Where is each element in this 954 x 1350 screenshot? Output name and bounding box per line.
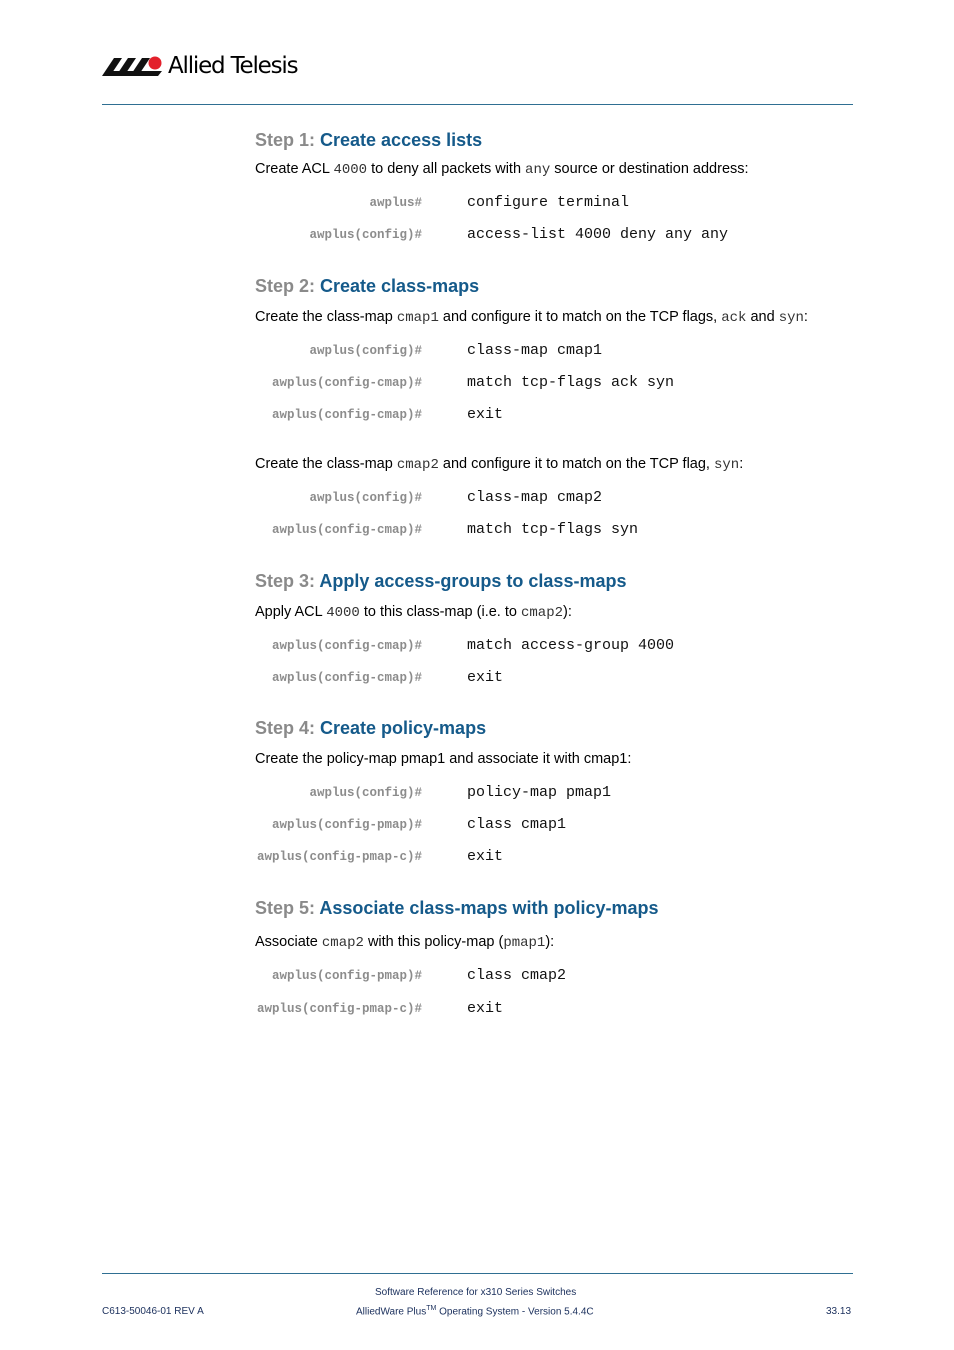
- step-number: Step 2:: [255, 276, 321, 296]
- cli-command: class cmap2: [467, 967, 567, 984]
- command-line: [120, 342, 920, 362]
- step-number: Step 3:: [255, 571, 320, 591]
- cli-command: exit: [467, 848, 504, 865]
- command-line: [120, 226, 920, 246]
- command-line: [120, 637, 920, 657]
- footer-title: Software Reference for x310 Series Switches: [375, 1287, 577, 1298]
- step-3-description: Apply ACL 4000 to this class-map (i.e. to cmap2):: [255, 604, 572, 621]
- cli-prompt: awplus(config-pmap)#: [271, 969, 422, 983]
- step-title: Create class-maps: [320, 276, 480, 296]
- cli-command: exit: [467, 1000, 504, 1017]
- cli-command: match tcp-flags syn: [467, 521, 639, 538]
- step-title: Apply access-groups to class-maps: [319, 571, 627, 591]
- cli-command: match tcp-flags ack syn: [467, 374, 675, 391]
- command-line: [120, 521, 920, 541]
- cli-prompt: awplus(config)#: [309, 344, 422, 358]
- step-3-heading: [255, 571, 626, 592]
- cli-command: class-map cmap1: [467, 342, 603, 359]
- cli-prompt: awplus(config-pmap-c)#: [256, 850, 422, 864]
- cli-command: configure terminal: [467, 194, 630, 211]
- cli-prompt: awplus(config-pmap)#: [271, 818, 422, 832]
- cli-prompt: awplus(config)#: [309, 786, 422, 800]
- command-line: [120, 848, 920, 868]
- header-rule: [102, 104, 853, 105]
- command-line: [120, 489, 920, 509]
- cli-command: access-list 4000 deny any any: [467, 226, 729, 243]
- cli-command: class-map cmap2: [467, 489, 603, 506]
- command-line: [120, 1000, 920, 1020]
- command-line: [120, 194, 920, 214]
- cli-prompt: awplus(config-pmap-c)#: [256, 1002, 422, 1016]
- footer-os-version: AlliedWare Plus™ Operating System - Version 5.4.4C: [356, 1305, 594, 1318]
- logo-mark-icon: [102, 55, 164, 77]
- footer-rule: [102, 1273, 853, 1274]
- cli-prompt: awplus(config-cmap)#: [271, 376, 422, 390]
- cli-prompt: awplus(config)#: [309, 228, 422, 242]
- step-title: Create access lists: [320, 130, 483, 150]
- step-5-heading: [255, 898, 659, 919]
- step-4-description: Create the policy-map pmap1 and associate it with cmap1:: [255, 751, 632, 767]
- allied-telesis-logo: [102, 52, 297, 80]
- cli-prompt: awplus(config-cmap)#: [271, 408, 422, 422]
- step-number: Step 5:: [255, 898, 320, 918]
- cli-prompt: awplus(config)#: [309, 491, 422, 505]
- cli-command: exit: [467, 406, 504, 423]
- command-line: [120, 967, 920, 987]
- command-line: [120, 406, 920, 426]
- cli-prompt: awplus(config-cmap)#: [271, 523, 422, 537]
- step-title: Associate class-maps with policy-maps: [319, 898, 659, 918]
- cli-command: class cmap1: [467, 816, 567, 833]
- step-5-description: Associate cmap2 with this policy-map (pmap1):: [255, 934, 555, 951]
- command-line: [120, 784, 920, 804]
- cli-command: match access-group 4000: [467, 637, 675, 654]
- cli-command: exit: [467, 669, 504, 686]
- footer-page-number: 33.13: [826, 1306, 852, 1317]
- footer-doc-number: C613-50046-01 REV A: [102, 1306, 204, 1317]
- logo-text: Allied Telesis: [168, 52, 298, 79]
- cli-prompt: awplus#: [369, 196, 422, 210]
- cli-prompt: awplus(config-cmap)#: [271, 639, 422, 653]
- cmap2-description: Create the class-map cmap2 and configure it to match on the TCP flag, syn:: [255, 456, 744, 473]
- command-line: [120, 669, 920, 689]
- cli-command: policy-map pmap1: [467, 784, 612, 801]
- command-line: [120, 816, 920, 836]
- step-number: Step 4:: [255, 718, 321, 738]
- cli-prompt: awplus(config-cmap)#: [271, 671, 422, 685]
- command-line: [120, 374, 920, 394]
- step-2-heading: [255, 276, 479, 297]
- step-2-description: Create the class-map cmap1 and configure it to match on the TCP flags, ack and syn:: [255, 309, 808, 326]
- step-1-heading: [255, 130, 482, 151]
- step-number: Step 1:: [255, 130, 321, 150]
- step-4-heading: [255, 718, 486, 739]
- step-title: Create policy-maps: [320, 718, 487, 738]
- step-1-description: Create ACL 4000 to deny all packets with any source or destination address:: [255, 161, 749, 178]
